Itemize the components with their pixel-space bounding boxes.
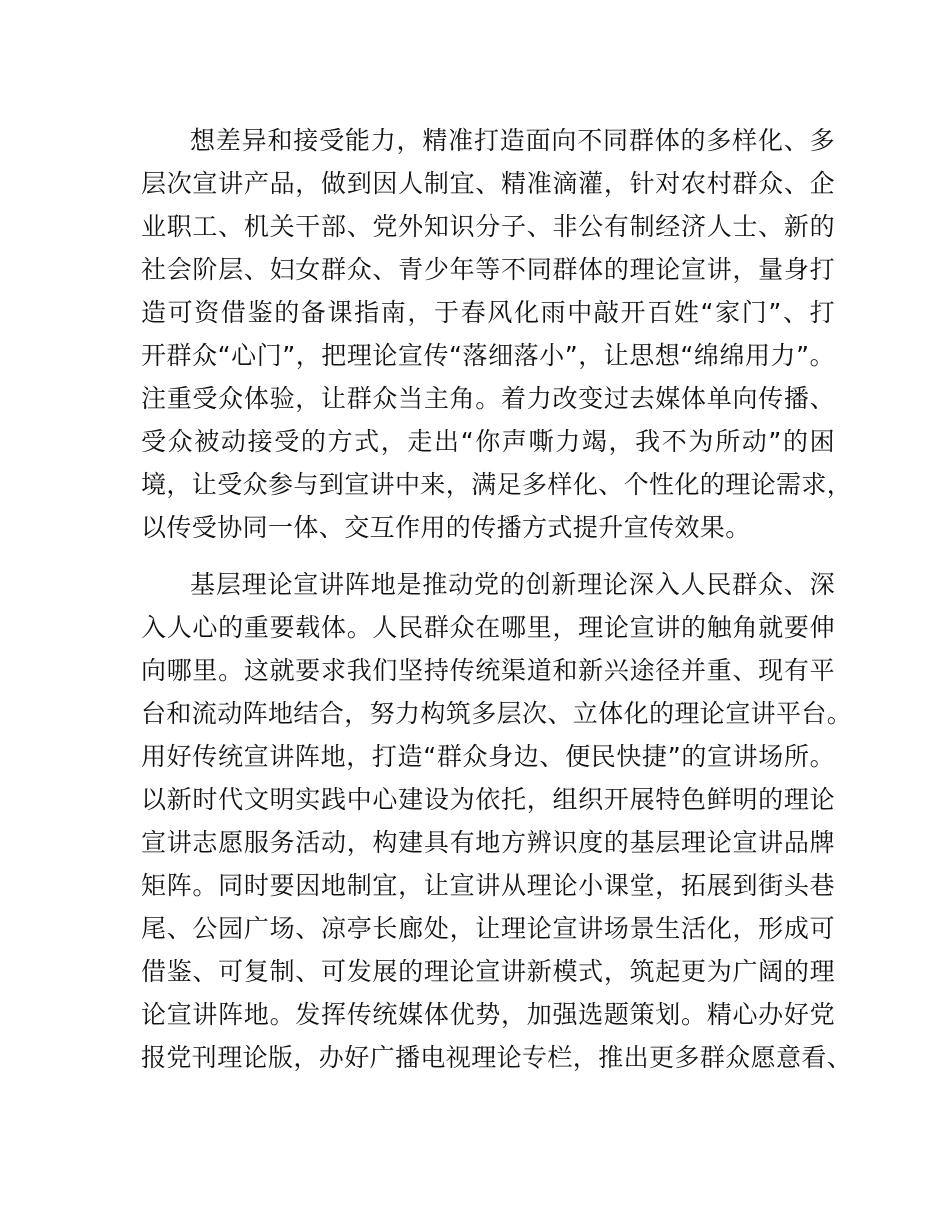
paragraph-1-line: 想差异和接受能力，精准打造面向不同群体的多样化、多 [190,126,835,155]
paragraph-1-line: 层次宣讲产品，做到因人制宜、精准滴灌，针对农村群众、企 [141,169,835,198]
paragraph-2-line: 宣讲志愿服务活动，构建具有地方辨识度的基层理论宣讲品牌 [141,828,835,857]
paragraph-1-line: 以传受协同一体、交互作用的传播方式提升宣传效果。 [141,513,751,542]
paragraph-1-line: 境，让受众参与到宣讲中来，满足多样化、个性化的理论需求， [141,470,853,499]
paragraph-2-line: 以新时代文明实践中心建设为依托，组织开展特色鲜明的理论 [141,785,835,814]
paragraph-1-line: 造可资借鉴的备课指南，于春风化雨中敲开百姓“家门”、打 [141,298,835,327]
paragraph-2-line: 尾、公园广场、凉亭长廊处，让理论宣讲场景生活化，形成可 [141,914,835,943]
paragraph-2-line: 报党刊理论版，办好广播电视理论专栏，推出更多群众愿意看、 [141,1043,853,1072]
paragraph-2-line: 用好传统宣讲阵地，打造“群众身边、便民快捷”的宣讲场所。 [141,742,835,771]
paragraph-1-line: 社会阶层、妇女群众、青少年等不同群体的理论宣讲，量身打 [141,255,835,284]
paragraph-2-line: 矩阵。同时要因地制宜，让宣讲从理论小课堂，拓展到街头巷 [141,871,835,900]
paragraph-2-line: 基层理论宣讲阵地是推动党的创新理论深入人民群众、深 [190,570,835,599]
paragraph-2-line: 借鉴、可复制、可发展的理论宣讲新模式，筑起更为广阔的理 [141,957,835,986]
paragraph-1-line: 注重受众体验，让群众当主角。着力改变过去媒体单向传播、 [141,384,835,413]
paragraph-1-line: 业职工、机关干部、党外知识分子、非公有制经济人士、新的 [141,212,835,241]
paragraph-2-line: 论宣讲阵地。发挥传统媒体优势，加强选题策划。精心办好党 [141,1000,835,1029]
paragraph-1-line: 受众被动接受的方式，走出“你声嘶力竭，我不为所动”的困 [141,427,835,456]
paragraph-2-line: 向哪里。这就要求我们坚持传统渠道和新兴途径并重、现有平 [141,656,835,685]
paragraph-1-line: 开群众“心门”，把理论宣传“落细落小”，让思想“绵绵用力”。 [141,341,835,370]
paragraph-2-line: 台和流动阵地结合，努力构筑多层次、立体化的理论宣讲平台。 [141,699,853,728]
paragraph-2-line: 入人心的重要载体。人民群众在哪里，理论宣讲的触角就要伸 [141,613,835,642]
